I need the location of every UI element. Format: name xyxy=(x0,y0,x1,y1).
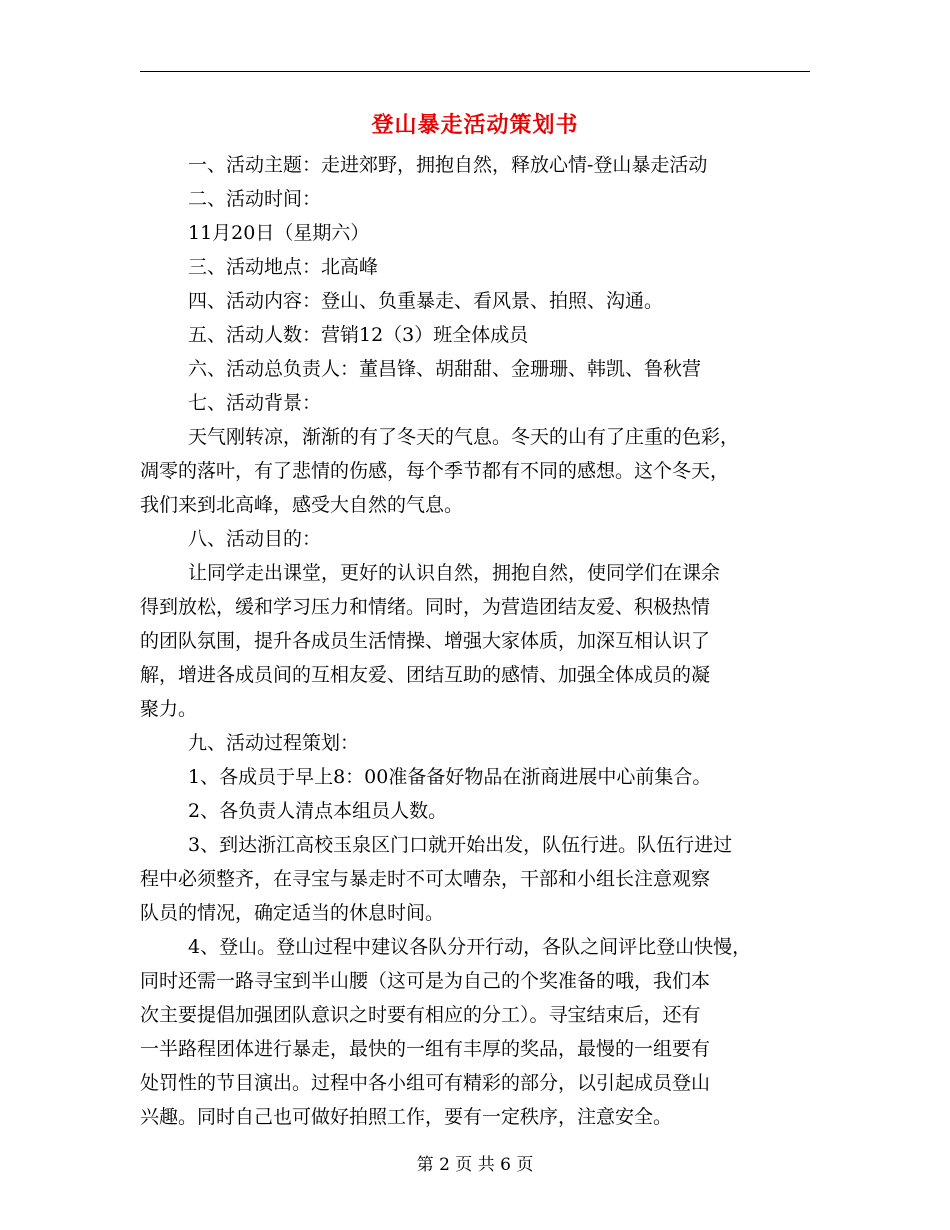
text-line: 天气刚转凉，渐渐的有了冬天的气息。冬天的山有了庄重的色彩， xyxy=(188,426,740,448)
document-body xyxy=(140,148,812,1134)
text-line: 六、活动总负责人：董昌锋、胡甜甜、金珊珊、韩凯、鲁秋营 xyxy=(188,358,702,380)
header-rule xyxy=(140,71,810,72)
text-line: 一、活动主题：走进郊野，拥抱自然，释放心情-登山暴走活动 xyxy=(188,154,708,176)
text-line: 让同学走出课堂，更好的认识自然，拥抱自然，使同学们在课余 xyxy=(188,562,721,584)
text-line: 3、到达浙江高校玉泉区门口就开始出发，队伍行进。队伍行进过 xyxy=(188,834,733,856)
text-line: 七、活动背景： xyxy=(188,392,322,414)
text-line: 同时还需一路寻宝到半山腰（这可是为自己的个奖准备的哦，我们本 xyxy=(140,970,711,992)
text-line: 得到放松，缓和学习压力和情绪。同时，为营造团结友爱、积极热情 xyxy=(140,596,711,618)
text-line: 我们来到北高峰，感受大自然的气息。 xyxy=(140,494,464,516)
text-line: 一半路程团体进行暴走，最快的一组有丰厚的奖品，最慢的一组要有 xyxy=(140,1038,711,1060)
text-line: 2、各负责人清点本组员人数。 xyxy=(188,800,448,822)
text-line: 八、活动目的： xyxy=(188,528,322,550)
text-line: 解，增进各成员间的互相友爱、团结互助的感情、加强全体成员的凝 xyxy=(140,664,711,686)
text-line: 兴趣。同时自己也可做好拍照工作，要有一定秩序，注意安全。 xyxy=(140,1106,673,1128)
text-line: 程中必须整齐，在寻宝与暴走时不可太嘈杂，干部和小组长注意观察 xyxy=(140,868,711,890)
text-line: 次主要提倡加强团队意识之时要有相应的分工）。寻宝结束后，还有 xyxy=(140,1004,701,1026)
text-line: 的团队氛围，提升各成员生活情操、增强大家体质，加深互相认识了 xyxy=(140,630,711,652)
text-line: 4、登山。登山过程中建议各队分开行动，各队之间评比登山快慢， xyxy=(188,936,752,958)
text-line: 11月20日（星期六） xyxy=(188,222,370,244)
text-line: 九、活动过程策划： xyxy=(188,732,360,754)
page-footer: 第 2 页 共 6 页 xyxy=(416,1155,534,1175)
text-line: 处罚性的节目演出。过程中各小组可有精彩的部分，以引起成员登山 xyxy=(140,1072,711,1094)
text-line: 1、各成员于早上8：00准备备好物品在浙商进展中心前集合。 xyxy=(188,766,712,788)
text-line: 凋零的落叶，有了悲情的伤感，每个季节都有不同的感想。这个冬天， xyxy=(140,460,730,482)
text-line: 四、活动内容：登山、负重暴走、看风景、拍照、沟通。 xyxy=(188,290,664,312)
text-line: 队员的情况，确定适当的休息时间。 xyxy=(140,902,445,924)
text-line: 五、活动人数：营销12（3）班全体成员 xyxy=(188,324,529,346)
document-title: 登山暴走活动策划书 xyxy=(371,112,579,138)
text-line: 聚力。 xyxy=(140,698,198,720)
text-line: 二、活动时间： xyxy=(188,188,322,210)
text-line: 三、活动地点：北高峰 xyxy=(188,256,379,278)
